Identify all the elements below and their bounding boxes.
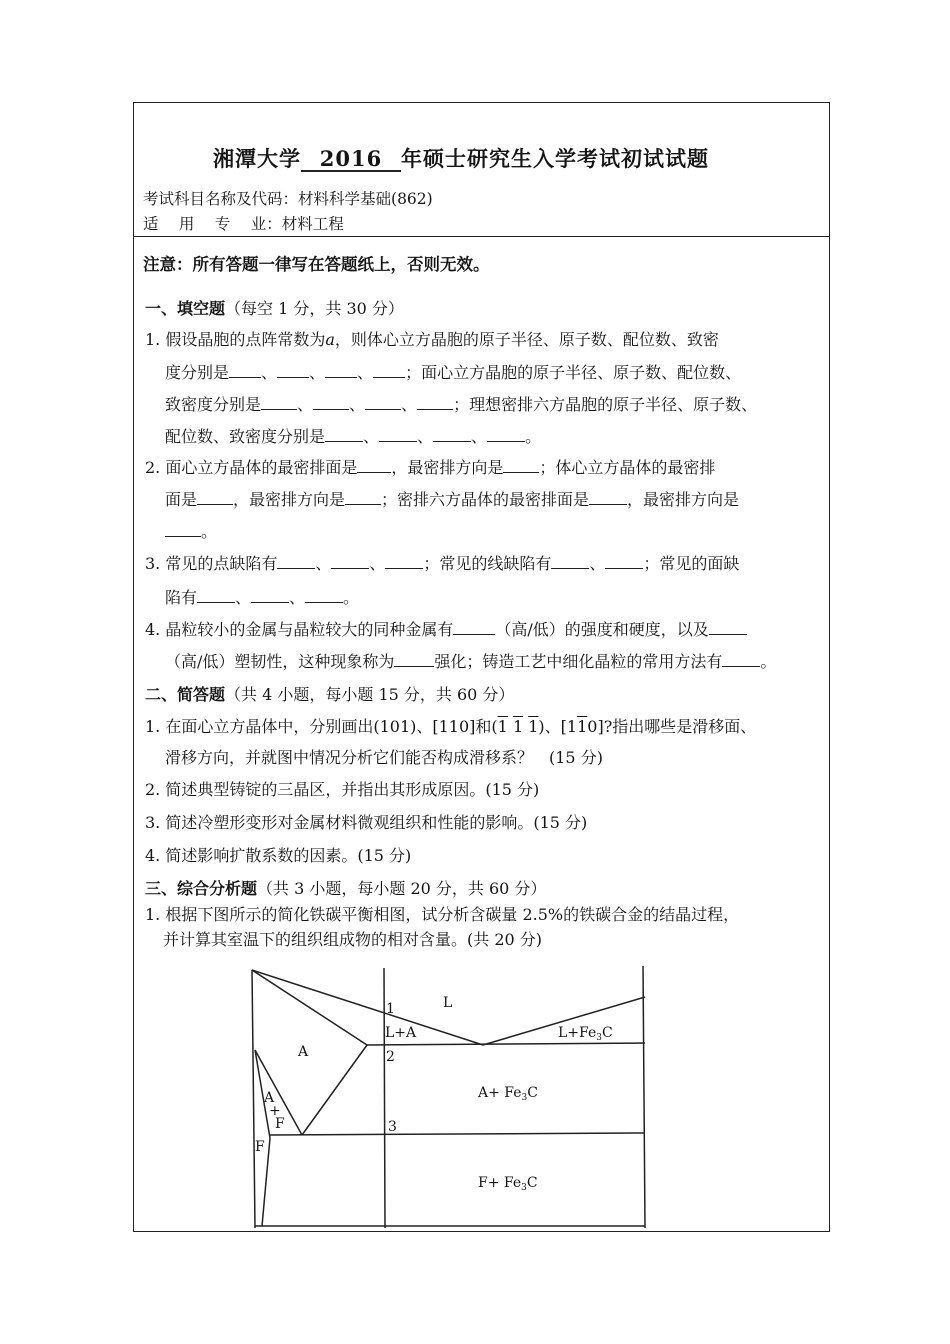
- header-divider: [134, 236, 829, 237]
- s2-q2: 2. 简述典型铸锭的三晶区，并指出其形成原因。(15 分): [145, 780, 540, 799]
- page-title: 湘潭大学 2016 年硕士研究生入学考试初试试题: [213, 146, 709, 171]
- label-plus-small: +: [269, 1103, 281, 1119]
- label-A-plus-Fe3C: $A+ Fe_3C$: [478, 1085, 538, 1103]
- label-F-region: F: [255, 1139, 265, 1155]
- s1-q1-line3: 致密度分别是 、 、 、 ；理想密排六方晶胞的原子半径、原子数、: [165, 395, 758, 414]
- s1-q2-line1: 2. 面心立方晶体的最密排面是 ，最密排方向是 ；体心立方晶体的最密排: [145, 458, 716, 477]
- exam-notice: 注意：所有答题一律写在答题纸上，否则无效。: [143, 255, 490, 274]
- section2-heading: 二、简答题（共 4 小题，每小题 15 分，共 60 分）: [145, 685, 515, 704]
- s2-q1-line2: 滑移方向，并就图中情况分析它们能否构成滑移系？ (15 分): [165, 748, 603, 767]
- s2-q1-line1: 1. 在面心立方晶体中，分别画出(101)、[110]和(1 1 1)、[110]?指出哪些是滑移面、: [145, 717, 757, 736]
- s1-q4-line1: 4. 晶粒较小的金属与晶粒较大的同种金属有 （高/低）的强度和硬度，以及: [145, 617, 747, 640]
- s3-q1-line1: 1. 根据下图所示的简化铁碳平衡相图，试分析含碳量 2.5%的铁碳合金的结晶过程，: [145, 905, 740, 924]
- s2-q3: 3. 简述冷塑形变形对金属材料微观组织和性能的影响。(15 分): [145, 813, 588, 832]
- s1-q2-line2: 面是 ，最密排方向是 ；密排六方晶体的最密排面是 ，最密排方向是: [165, 490, 740, 509]
- label-L-plus-A: L+A: [385, 1025, 417, 1041]
- s1-q4-line2: （高/低）塑韧性，这种现象称为 强化；铸造工艺中细化晶粒的常用方法有 。: [165, 652, 777, 671]
- s1-q1-line4: 配位数、致密度分别是 、 、 、 。: [165, 427, 542, 446]
- exam-year: 2016: [301, 148, 401, 172]
- s3-q1-line2: 并计算其室温下的组织组成物的相对含量。(共 20 分): [163, 930, 543, 949]
- section1-heading: 一、填空题（每空 1 分，共 30 分）: [145, 299, 404, 318]
- label-F-small: F: [275, 1116, 285, 1132]
- point-1: 1: [386, 1001, 395, 1017]
- s1-q3-line2: 陷有 、 、 。: [165, 588, 360, 607]
- s1-q3-line1: 3. 常见的点缺陷有 、 、 ；常见的线缺陷有 、 ；常见的面缺: [145, 554, 740, 573]
- section3-heading: 三、综合分析题（共 3 小题，每小题 20 分，共 60 分）: [145, 879, 547, 898]
- label-L-plus-Fe3C-a: $L+Fe_3C$: [558, 1025, 613, 1043]
- label-A-small: A: [264, 1090, 275, 1106]
- subject-line: 考试科目名称及代码：材料科学基础(862): [143, 190, 433, 208]
- point-2: 2: [386, 1049, 395, 1065]
- s1-q2-line3: 。: [165, 519, 217, 542]
- s1-q1-line1: 1. 假设晶胞的点阵常数为a，则体心立方晶胞的原子半径、原子数、配位数、致密: [145, 330, 719, 349]
- label-L: L: [443, 995, 453, 1011]
- s2-q4: 4. 简述影响扩散系数的因素。(15 分): [145, 846, 412, 865]
- point-3: 3: [388, 1119, 397, 1135]
- s1-q1-line2: 度分别是 、 、 、 ；面心立方晶胞的原子半径、原子数、配位数、: [165, 363, 742, 382]
- major-line: 适 用 专 业：材料工程: [143, 215, 344, 233]
- label-F-plus-Fe3C: $F+ Fe_3C$: [478, 1175, 538, 1193]
- label-A: A: [298, 1044, 309, 1060]
